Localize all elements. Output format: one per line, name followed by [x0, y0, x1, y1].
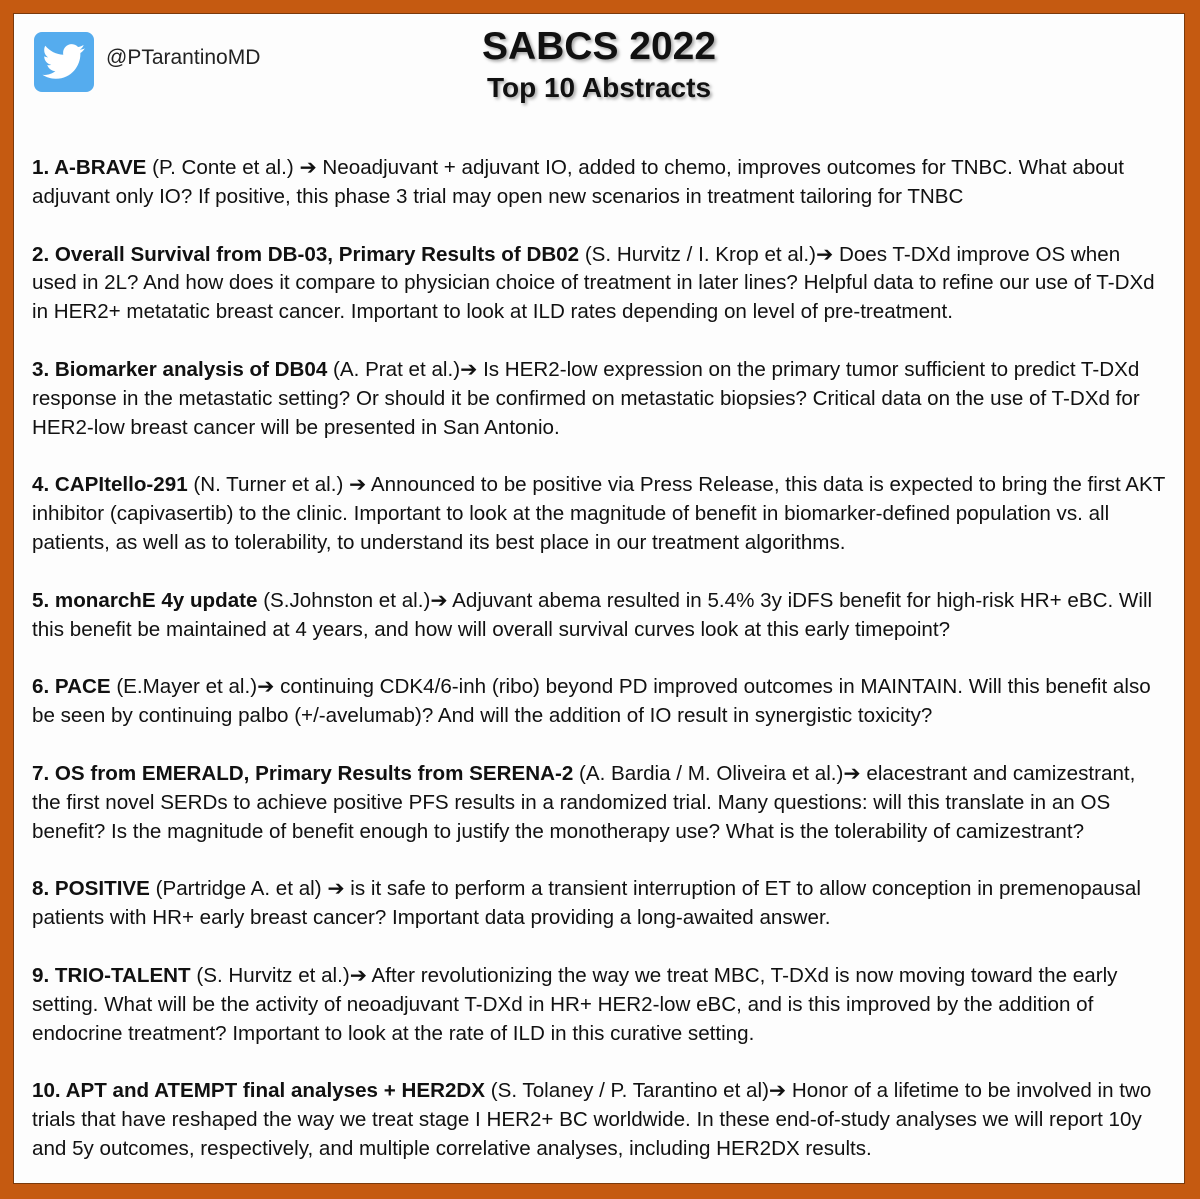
item-authors: (E.Mayer et al.) — [110, 675, 258, 699]
item-body: After revolutionizing the way we treat MBC, T-DXd is now moving toward the early setting. What will be the activity of neoadjuvant T-DXd in HR+ HER2-low eBC, and is this improved by the addition of endocrine treatment? Important to look at the rate of ILD in this curative setting. — [32, 963, 1118, 1045]
arrow-icon: ➔ — [349, 473, 367, 497]
item-body: Honor of a lifetime to be involved in two trials that have reshaped the way we treat stage I HER2+ BC worldwide. In these end-of-study analyses we will report 10y and 5y outcomes, respectively, and multiple correlative analyses, including HER2DX results. — [32, 1079, 1152, 1160]
list-item — [32, 673, 1168, 731]
arrow-icon: ➔ — [327, 877, 345, 901]
abstract-list — [32, 154, 1168, 1193]
list-item — [32, 1077, 1168, 1163]
list-item — [32, 241, 1168, 327]
item-body: Does T-DXd improve OS when used in 2L? And how does it compare to physician choice of treatment in later lines? Helpful data to refine our use of T-DXd in HER2+ metatatic breast cancer. Important to look at ILD rates depending on level of pre-treatment. — [32, 242, 1155, 324]
slide-frame — [13, 13, 1185, 1184]
item-authors: (A. Prat et al.) — [327, 357, 461, 381]
item-title: 7. OS from EMERALD, Primary Results from SERENA-2 — [32, 761, 574, 785]
arrow-icon: ➔ — [349, 963, 367, 987]
header — [14, 14, 1184, 139]
item-authors: (S. Hurvitz et al.) — [190, 963, 350, 987]
item-title: 3. Biomarker analysis of DB04 — [32, 357, 328, 381]
item-authors: (S. Tolaney / P. Tarantino et al) — [485, 1079, 769, 1103]
item-title: 2. Overall Survival from DB-03, Primary Results of DB02 — [32, 242, 580, 266]
arrow-icon: ➔ — [768, 1079, 787, 1103]
item-body: Announced to be positive via Press Release, this data is expected to bring the first AKT inhibitor (capivasertib) to the clinic. Important to look at the magnitude of benefit in biomarker-defined population vs. all patients, as well as to tolerability, to understand its best place in our treatment algorithms. — [32, 473, 1165, 554]
item-body: elacestrant and camizestrant, the first novel SERDs to achieve positive PFS results in a randomized trial. Many questions: will this translate in an OS benefit? Is the magnitude of benefit enough to justify the monotherapy use? What is the tolerability of camizestrant? — [32, 761, 1136, 843]
page-title: SABCS 2022 — [481, 25, 717, 68]
list-item — [32, 760, 1168, 846]
list-item — [32, 962, 1168, 1048]
item-body: continuing CDK4/6-inh (ribo) beyond PD improved outcomes in MAINTAIN. Will this benefit also be seen by continuing palbo (+/-avelumab)? And will the addition of IO result in synergistic toxicity? — [32, 675, 1151, 728]
item-title: 5. monarchE 4y update — [32, 588, 258, 612]
arrow-icon: ➔ — [299, 156, 317, 179]
item-body: Adjuvant abema resulted in 5.4% 3y iDFS benefit for high-risk HR+ eBC. Will this benefit be maintained at 4 years, and how will overall survival curves look at this early timepoint? — [32, 588, 1153, 641]
arrow-icon: ➔ — [460, 357, 478, 381]
item-title: 4. CAPItello-291 — [32, 473, 188, 497]
list-item — [32, 154, 1168, 212]
arrow-icon: ➔ — [815, 242, 834, 266]
title-block — [14, 24, 1184, 106]
item-authors: (N. Turner et al.) — [187, 473, 350, 497]
item-title: 9. TRIO-TALENT — [32, 963, 191, 987]
item-title: 8. POSITIVE — [32, 877, 150, 901]
item-body: is it safe to perform a transient interruption of ET to allow conception in premenopausal patients with HR+ early breast cancer? Important data providing a long-awaited answer. — [32, 877, 1141, 930]
list-item — [32, 471, 1168, 557]
page-subtitle: Top 10 Abstracts — [486, 72, 712, 103]
item-authors: (A. Bardia / M. Oliveira et al.) — [573, 761, 844, 785]
twitter-handle: @PTarantinoMD — [106, 46, 261, 69]
item-authors: (S. Hurvitz / I. Krop et al.) — [579, 242, 816, 266]
item-authors: (P. Conte et al.) — [146, 156, 300, 179]
item-title: 6. PACE — [32, 675, 111, 699]
item-authors: (S.Johnston et al.) — [257, 588, 431, 612]
list-item — [32, 875, 1168, 933]
item-body: Is HER2-low expression on the primary tumor sufficient to predict T-DXd response in the metastatic setting? Or should it be confirmed on metastatic biopsies? Critical data on the use of T-DXd for HER2-low breast cancer will be presented in San Antonio. — [32, 357, 1140, 439]
arrow-icon: ➔ — [843, 761, 861, 785]
arrow-icon: ➔ — [430, 588, 448, 612]
arrow-icon: ➔ — [257, 675, 275, 699]
item-title: 1. A-BRAVE — [32, 156, 147, 179]
list-item — [32, 587, 1168, 645]
item-body: Neoadjuvant + adjuvant IO, added to chemo, improves outcomes for TNBC. What about adjuvant only IO? If positive, this phase 3 trial may open new scenarios in treatment tailoring for TNBC — [32, 156, 1124, 208]
item-title: 10. APT and ATEMPT final analyses + HER2DX — [32, 1079, 486, 1103]
list-item — [32, 356, 1168, 442]
item-authors: (Partridge A. et al) — [149, 877, 328, 901]
